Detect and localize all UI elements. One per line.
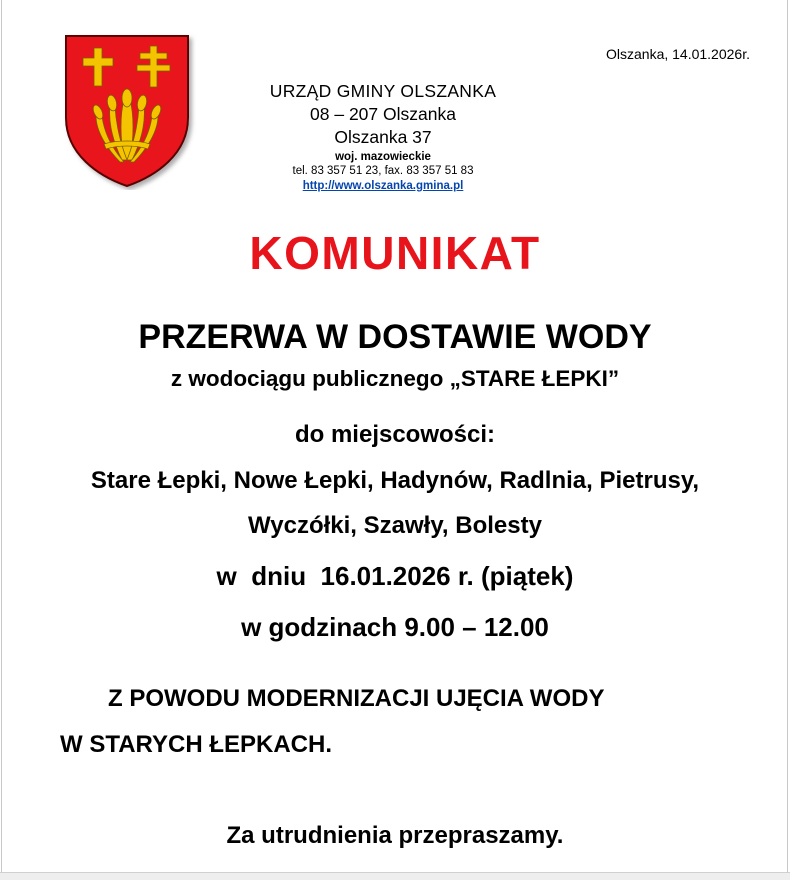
office-postal-code: 08 – 207 Olszanka: [310, 104, 456, 124]
office-voivodeship: woj. mazowieckie: [335, 151, 431, 163]
localities-line-1: Stare Łepki, Nowe Łepki, Hadynów, Radlnia, Pietrusy,: [90, 467, 700, 494]
notice-subtitle: z wodociągu publicznego „STARE ŁEPKI”: [170, 366, 620, 391]
localities-intro: do miejscowości:: [294, 421, 496, 448]
office-address-block: [228, 80, 538, 194]
localities-line-2: Wyczółki, Szawły, Bolesty: [248, 512, 542, 539]
office-phone: tel. 83 357 51 23, fax. 83 357 51 83: [292, 165, 474, 177]
reason-line-1: Z POWODU MODERNIZACJI UJĘCIA WODY: [108, 685, 605, 712]
document-date: Olszanka, 14.01.2026r.: [606, 46, 750, 62]
office-name: URZĄD GMINY OLSZANKA: [269, 81, 497, 101]
office-website-link[interactable]: http://www.olszanka.gmina.pl: [302, 180, 464, 192]
apology-text: Za utrudnienia przepraszamy.: [226, 822, 564, 849]
coat-of-arms-icon: [60, 32, 200, 190]
office-street: Olszanka 37: [334, 127, 432, 147]
notice-heading: KOMUNIKAT: [249, 227, 541, 279]
outage-date: w dniu 16.01.2026 r. (piątek): [216, 561, 574, 591]
outage-hours: w godzinach 9.00 – 12.00: [241, 612, 549, 642]
notice-title: PRZERWA W DOSTAWIE WODY: [138, 318, 652, 356]
reason-line-2: W STARYCH ŁEPKACH.: [60, 731, 332, 758]
